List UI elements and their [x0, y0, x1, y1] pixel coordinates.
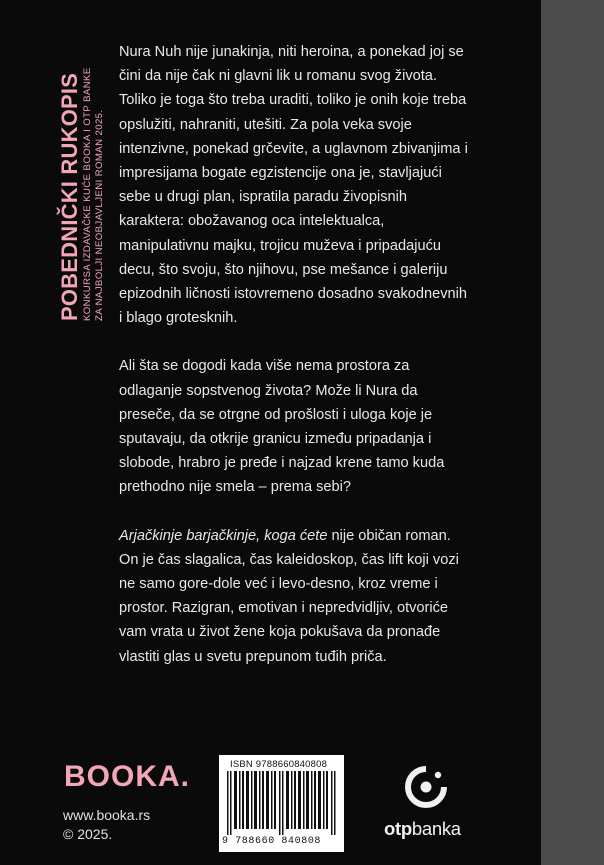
- otp-wordmark-bold: otp: [384, 818, 412, 839]
- blurb-paragraph-1: Nura Nuh nije junakinja, niti heroina, a ponekad joj se čini da nije čak ni glavni lik u romanu svog života. Toliko je toga što treba uraditi, toliko je onih koje treba opslužiti, nahraniti, utešiti. Za pola veka svoje intenzivne, ponekad grčevite, a uglavnom zbivanjima i impresijama bogate egzistencije ona je, stavljajući sebe u drugi plan, ispratila paradu živopisnih karaktera: obožavanog oca intelektualca, manipulativnu majku, trojicu muževa i pripadajuću decu, što svoju, što njihovu, pse mešance i galeriju epizodnih ličnosti istovremeno dosadno svakodnevnih i blago grotesknih.: [119, 44, 468, 327]
- otp-banka-wordmark: [384, 818, 461, 840]
- banner-title: POBEDNIČKI RUKOPIS: [57, 72, 82, 321]
- isbn-label: ISBN 9788660840808: [230, 759, 328, 770]
- isbn-digits: 9 788660 840808: [222, 836, 322, 847]
- otp-logo-icon: [404, 765, 448, 809]
- barcode-bars: [227, 771, 337, 835]
- banner-line-2: ZA NAJBOLJI NEOBJAVLJENI ROMAN 2025.: [93, 109, 105, 321]
- booka-logo: BOOKA.: [64, 760, 190, 793]
- blurb-paragraph-3: [119, 524, 471, 669]
- blurb-paragraph-3-rest: nije običan roman. On je čas slagalica, čas kaleidoskop, čas lift koji vozi ne samo gore-dole već i levo-desno, kroz vreme i prostor. Razigran, emotivan i nepredvidljiv, otvoriće vam vrata u život žene koja pokušava da pronađe vlastiti glas u svetu prepunom tuđih priča.: [119, 527, 459, 665]
- banner-line-1: KONKURSA IZDAVAČKE KUĆE BOOKA I OTP BANKE: [82, 67, 93, 321]
- blurb-text: [119, 40, 471, 669]
- copyright-notice: © 2025.: [63, 826, 113, 842]
- book-title-italic: Arjačkinje barjačkinje, koga ćete: [119, 527, 328, 544]
- blurb-paragraph-2: Ali šta se dogodi kada više nema prostora za odlaganje sopstvenog života? Može li Nura da preseče, da se otrgne od prošlosti i uloga koje je sputavaju, da otkrije granicu između pripadanja i slobode, hrabro je pređe i najzad krene tamo kuda prethodno nije smela – prema sebi?: [119, 358, 445, 496]
- barcode: [219, 755, 344, 852]
- book-spine-edge: [541, 0, 604, 865]
- publisher-website: www.booka.rs: [63, 807, 151, 823]
- otp-wordmark-regular: banka: [411, 818, 461, 839]
